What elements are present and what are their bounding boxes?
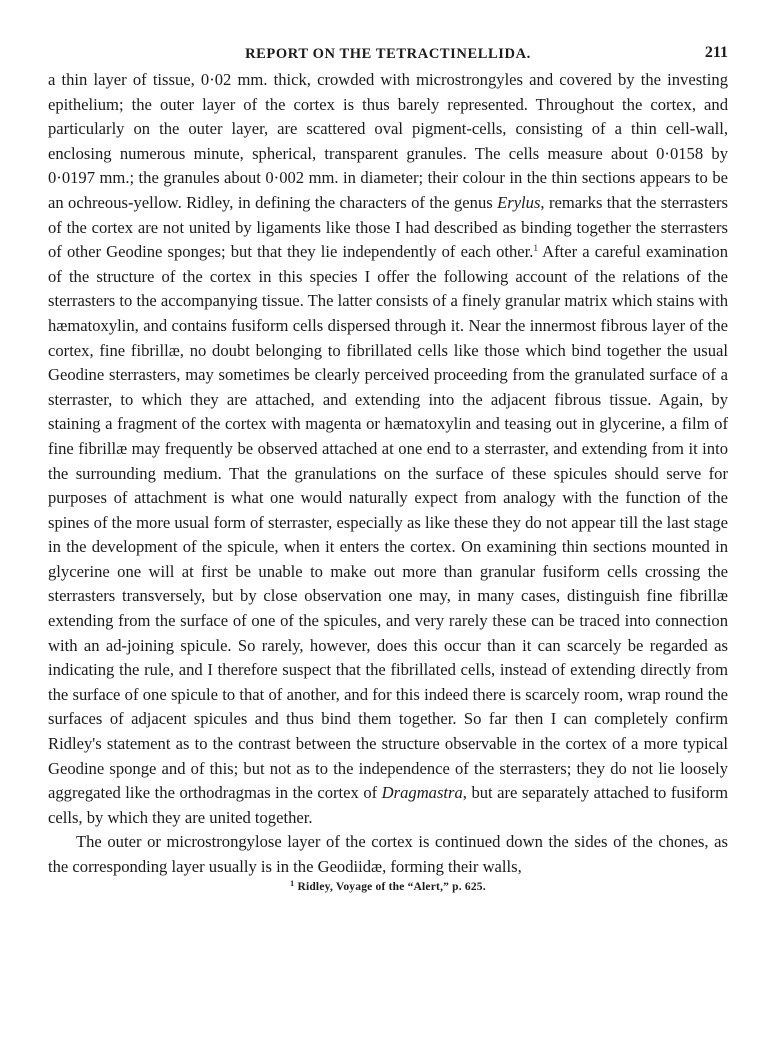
running-title: REPORT ON THE TETRACTINELLIDA. (245, 46, 531, 62)
paragraph-cortex-layer: The outer or microstrongylose layer of the cortex is continued down the sides of the chones, as the corresponding layer usually is in the Geodiidæ, forming their walls, (48, 832, 728, 876)
page-number: 211 (704, 44, 728, 61)
paragraph-text-segment: , but are separately attached to fusiform cells, by which they are united together. (48, 783, 728, 827)
page-header (48, 38, 728, 68)
body-text (48, 68, 728, 880)
paragraph-text-segment: After a careful examination of the structure of the cortex in this species I offer the following account of the relations of the sterrasters to the accompanying tissue. The latter consists of a finely granular matrix which stains with hæmatoxylin, and contains fusiform cells dispersed through it. Near the innermost fibrous layer of the cortex, fine fibrillæ, no doubt belonging to fibrillated cells like those which bind together the usual Geodine sterrasters, may sometimes be clearly perceived proceeding from the granulated surface of a sterraster, to which they are attached, and extending into the adjacent fibrous tissue. Again, by staining a fragment of the cortex with magenta or hæmatoxylin and teasing out in glycerine, a film of fine fibrillæ may frequently be observed attached at one end to a sterraster, and extending from it into the surrounding medium. That the granulations on the surface of these spicules should serve for purposes of attachment is what one would naturally expect from analogy with the function of the spines of the more usual form of sterraster, especially as like these they do not appear till the last stage in the development of the spicule, when it enters the cortex. On examining thin sections mounted in glycerine one will at first be unable to make out more than granular fusiform cells crossing the sterrasters transversely, but by close observation one may, in many cases, distinguish fine fibrillæ extending from the surface of one of the spicules, and very rarely these can be traced into connection with an ad-joining spicule. So rarely, however, does this occur than it can scarcely be regarded as indicating the rule, and I therefore suspect that the fibrillated cells, instead of extending directly from the surface of one spicule to that of another, and for this indeed there is scarcely room, wrap round the surfaces of adjacent spicules and thus bind them together. So far then I can completely confirm Ridley's statement as to the contrast between the structure observable in the cortex of a more typical Geodine sponge and of this; but not as to the independence of the sterrasters; they do not lie loosely aggregated like the orthodragmas in the cortex of (48, 242, 728, 803)
genus-name-dragmastra: Dragmastra (381, 783, 463, 803)
footnote-marker: 1 (290, 878, 295, 888)
genus-name-erylus: Erylus (497, 192, 541, 212)
paragraph-continued (48, 68, 728, 830)
paragraph-text-segment: , remarks that the sterrasters of the cortex are not united by ligaments like those I had described as binding together the sterrasters of other Geodine sponges; but that they lie independently of each other. (48, 192, 729, 262)
footnote (48, 878, 728, 893)
document-page (48, 38, 728, 893)
footnote-reference: 1 (533, 243, 538, 254)
paragraph-text-segment: a thin layer of tissue, 0·02 mm. thick, crowded with microstrongyles and covered by the investing epithelium; the outer layer of the cortex is thus barely represented. Throughout the cortex, and particularly on the outer layer, are scattered oval pigment-cells, consisting of a thin cell-wall, enclosing numerous minute, spherical, transparent granules. The cells measure about 0·0158 by 0·0197 mm.; the granules about 0·002 mm. in diameter; their colour in the thin sections appears to be an ochreous-yellow. Ridley, in defining the characters of the genus (48, 70, 728, 212)
footnote-text: Ridley, Voyage of the “Alert,” p. 625. (297, 880, 486, 893)
